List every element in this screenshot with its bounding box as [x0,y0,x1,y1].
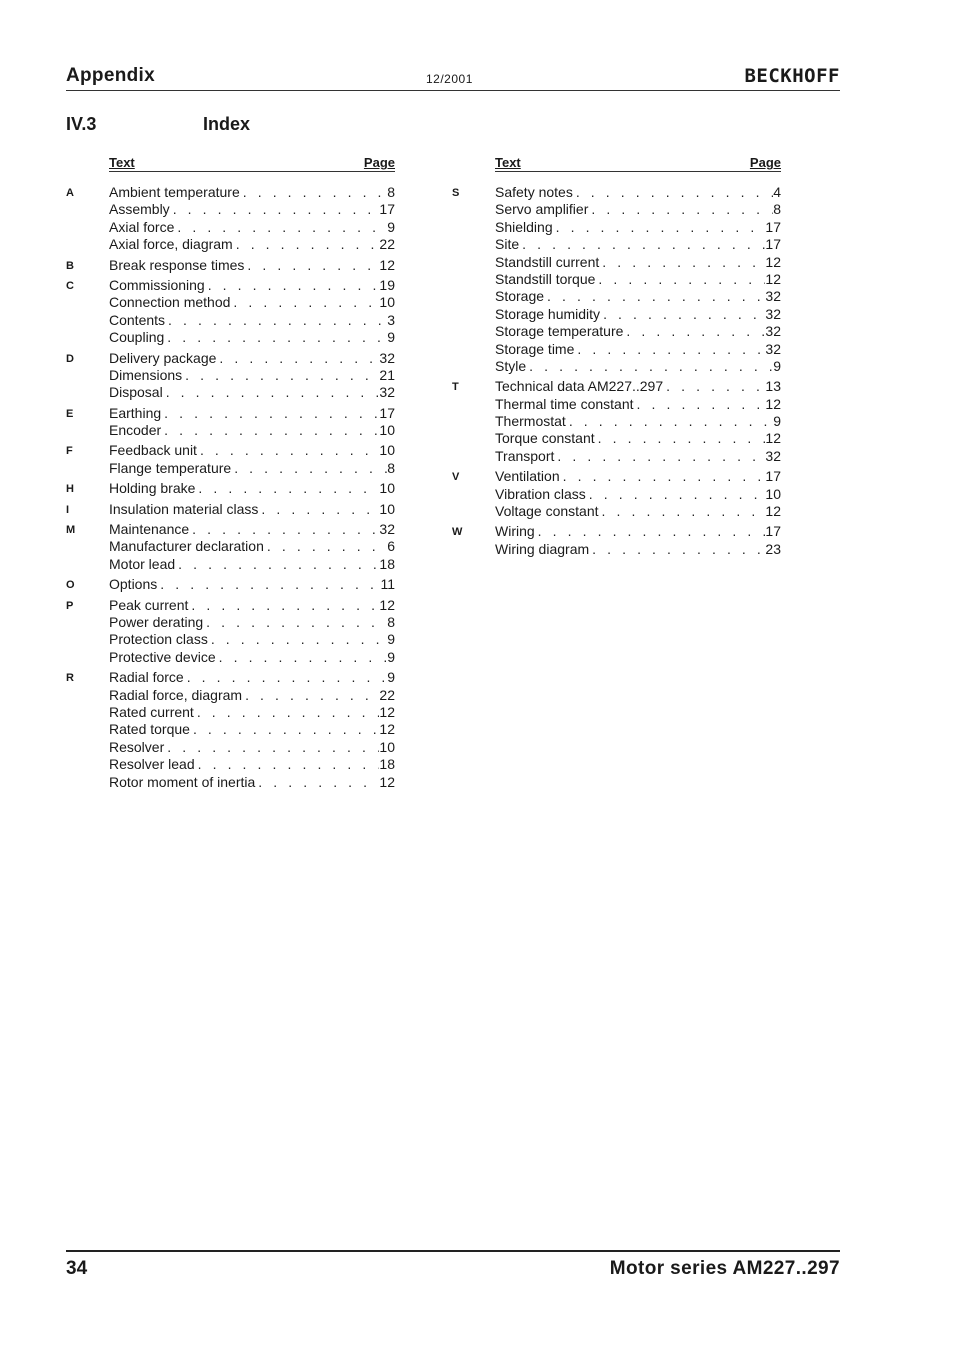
index-entry-text: Earthing [109,404,162,421]
index-entry-page: 3 [387,311,395,328]
dot-leader [566,413,773,430]
index-entry-page: 32 [379,349,395,366]
index-group [66,521,396,573]
brand-logo: BECKHOFF [744,65,840,87]
index-entry-page: 10 [765,485,781,502]
index-entry [109,538,395,555]
index-groups-left [66,184,396,791]
index-letter: F [66,445,73,458]
index-entry [495,219,781,236]
index-entry-page: 10 [379,500,395,517]
index-entry-page: 8 [387,613,395,630]
index-entry [495,358,781,375]
index-entry-text: Holding brake [109,480,196,497]
index-entry-text: Disposal [109,384,163,401]
index-letter: T [452,381,459,394]
dot-leader [560,468,766,485]
index-entry [109,480,395,497]
index-entry-text: Dimensions [109,366,183,383]
index-entry-text: Technical data AM227..297 [495,378,664,395]
index-group [66,576,396,593]
index-entry-text: Encoder [109,422,162,439]
index-entry-page: 12 [379,773,395,790]
index-group [452,468,782,520]
dot-leader [634,396,766,413]
dot-leader [623,323,765,340]
index-entry-page: 12 [765,395,781,412]
index-entry-text: Safety notes [495,184,573,200]
index-entry-page: 12 [765,430,781,447]
index-letter: C [66,279,74,292]
index-letter: W [452,526,463,539]
dot-leader [189,521,379,538]
index-entry [495,254,781,271]
index-entry-text: Standstill current [495,253,600,270]
dot-leader [216,649,388,666]
index-group [452,523,782,558]
index-group [66,669,396,791]
dot-leader [208,631,387,648]
index-entry-page: 12 [379,256,395,273]
index-entry [109,460,395,477]
index-entry [109,367,395,384]
index-group [66,277,396,347]
index-entry-page: 13 [765,378,781,395]
index-entry-page: 9 [387,218,395,235]
index-entry [495,486,781,503]
index-entry-text: Insulation material class [109,500,259,517]
index-entry [109,721,395,738]
dot-leader [526,358,773,375]
dot-leader [175,556,379,573]
index-entry-page: 18 [379,756,395,773]
index-entry-text: Maintenance [109,521,190,538]
dot-leader [574,341,765,358]
index-entry-page: 23 [765,540,781,557]
column-header-page: Page [363,155,395,170]
index-entry-text: Radial force, diagram [109,686,243,703]
index-entry-text: Motor lead [109,555,176,572]
index-entry-text: Break response times [109,256,245,273]
index-letter: A [66,187,74,199]
index-entry-text: Storage temperature [495,323,624,340]
index-entry-text: Storage [495,288,545,305]
dot-leader [197,442,379,459]
index-entry-text: Shielding [495,218,553,235]
index-entry [109,687,395,704]
index-entry [109,294,395,311]
dot-leader [240,184,387,201]
index-entry-text: Delivery package [109,349,217,366]
index-group [66,597,396,667]
dot-leader [157,576,380,593]
index-entry-page: 9 [387,631,395,648]
index-entry-page: 18 [379,555,395,572]
dot-leader [182,367,379,384]
index-entry [109,704,395,721]
dot-leader [188,597,379,614]
dot-leader [244,257,379,274]
index-entry [495,430,781,447]
index-entry-page: 32 [379,384,395,401]
dot-leader [599,254,765,271]
index-group [66,257,396,274]
index-entry-page: 9 [387,669,395,686]
index-entry-page: 9 [387,648,395,665]
index-entry-text: Standstill torque [495,270,596,287]
index-entry-page: 17 [765,468,781,485]
index-entry [495,306,781,323]
index-entry-page: 12 [379,721,395,738]
dot-leader [242,687,379,704]
dot-leader [195,756,380,773]
dot-leader [535,523,766,540]
index-entry [109,350,395,367]
index-group [66,442,396,477]
index-entry-page: 12 [379,596,395,613]
index-entry [109,756,395,773]
dot-leader [663,378,765,395]
index-entry-page: 8 [387,184,395,200]
index-entry-page: 8 [773,201,781,218]
index-letter: E [66,407,74,420]
index-entry-text: Protection class [109,631,208,648]
dot-leader [194,704,380,721]
dot-leader [164,739,379,756]
index-entry [495,378,781,395]
index-entry [109,669,395,686]
index-entry-text: Manufacturer declaration [109,538,264,555]
index-entry-text: Wiring [495,523,535,540]
column-header-page: Page [749,155,781,170]
dot-leader [264,538,387,555]
dot-leader [554,448,765,465]
index-entry [109,257,395,274]
column-header-text: Text [495,155,521,170]
dot-leader [258,501,379,518]
index-letter: S [452,187,460,199]
index-entry-page: 8 [387,459,395,476]
dot-leader [170,201,380,218]
dot-leader [255,774,379,791]
dot-leader [595,430,766,447]
index-entry-text: Rated torque [109,721,190,738]
index-entry [495,323,781,340]
index-entry-text: Transport [495,447,555,464]
column-header [109,154,395,172]
index-entry [109,442,395,459]
index-entry-text: Site [495,236,520,253]
index-entry-page: 32 [765,323,781,340]
page-footer [66,1250,840,1288]
dot-leader [553,219,766,236]
index-entry-page: 17 [765,218,781,235]
dot-leader [174,219,387,236]
dot-leader [195,480,379,497]
index-entry-page: 22 [379,236,395,253]
index-entry-page: 17 [765,236,781,253]
index-entry-text: Radial force [109,669,184,686]
index-entry-text: Coupling [109,329,165,346]
index-group [66,501,396,518]
index-entry [109,614,395,631]
index-entry-page: 10 [379,294,395,311]
chapter-number: IV.3 [66,114,97,134]
index-entry [495,523,781,540]
index-entry-text: Thermostat [495,413,566,430]
index-letter: B [66,259,74,272]
dot-leader [161,422,379,439]
dot-leader [203,614,387,631]
index-entry [109,277,395,294]
index-entry-page: 32 [379,521,395,538]
index-entry-text: Resolver [109,738,165,755]
index-entry-text: Assembly [109,201,170,218]
column-header-text: Text [109,155,135,170]
index-group [66,350,396,402]
index-entry-page: 21 [379,366,395,383]
footer-title: Motor series AM227..297 [609,1258,840,1279]
index-entry-text: Options [109,576,158,593]
index-entry-page: 10 [379,480,395,497]
dot-leader [205,277,380,294]
index-entry-page: 17 [379,201,395,218]
index-entry [109,219,395,236]
index-entry [495,201,781,218]
index-entry-page: 19 [379,276,395,293]
index-entry [495,236,781,253]
index-entry [109,422,395,439]
index-entry-page: 12 [765,270,781,287]
index-entry-text: Power derating [109,613,204,630]
index-entry-page: 22 [379,686,395,703]
index-entry-text: Storage humidity [495,305,601,322]
index-letter: P [66,599,74,612]
index-entry [109,501,395,518]
index-entry-page: 32 [765,288,781,305]
index-entry-page: 11 [380,576,395,593]
page-header [66,62,840,91]
index-entry-text: Style [495,357,527,374]
index-entry [109,329,395,346]
index-entry-text: Contents [109,311,166,328]
index-entry-page: 17 [379,404,395,421]
index-entry [109,312,395,329]
index-entry-text: Storage time [495,340,575,357]
index-entry-page: 10 [379,422,395,439]
index-letter: O [66,579,75,592]
dot-leader [544,288,765,305]
dot-leader [595,271,765,288]
dot-leader [573,184,773,201]
dot-leader [599,503,766,520]
index-entry [495,503,781,520]
dot-leader [588,201,773,218]
index-entry-text: Rated current [109,703,194,720]
index-entry [109,649,395,666]
index-entry [495,541,781,558]
index-entry [495,413,781,430]
index-group [66,184,396,254]
index-groups-right [452,184,782,558]
index-letter: H [66,483,74,496]
index-entry [109,201,395,218]
index-entry-text: Commissioning [109,276,205,293]
dot-leader [230,294,379,311]
index-entry-page: 12 [379,703,395,720]
index-entry [495,288,781,305]
column-header [495,154,781,172]
dot-leader [600,306,765,323]
index-entry [495,341,781,358]
dot-leader [589,541,765,558]
index-entry [495,396,781,413]
index-group [66,405,396,440]
index-letter: R [66,672,74,685]
index-column-left [66,154,396,794]
index-entry-text: Peak current [109,596,189,613]
index-entry-text: Connection method [109,294,231,311]
index-entry [495,468,781,485]
footer-page-number: 34 [66,1258,88,1279]
index-entry-page: 9 [773,357,781,374]
index-entry-text: Ambient temperature [109,184,240,200]
index-entry [109,774,395,791]
index-entry [109,597,395,614]
index-group [452,184,782,375]
index-entry-text: Axial force, diagram [109,236,233,253]
index-group [452,378,782,465]
index-letter: D [66,352,74,365]
index-group [66,480,396,497]
index-entry-page: 32 [765,340,781,357]
index-entry-text: Protective device [109,648,216,665]
index-letter: M [66,524,76,537]
index-letter: I [66,503,70,516]
index-entry-text: Ventilation [495,468,560,485]
index-entry-text: Rotor moment of inertia [109,773,256,790]
index-entry-page: 10 [379,442,395,459]
index-entry [109,384,395,401]
dot-leader [161,405,379,422]
header-date: 12/2001 [426,72,473,86]
index-entry-page: 10 [379,738,395,755]
index-entry-page: 32 [765,305,781,322]
index-entry [495,448,781,465]
index-entry [109,576,395,593]
index-entry [495,184,781,201]
index-entry-page: 17 [765,523,781,540]
dot-leader [190,721,379,738]
index-entry-page: 6 [387,538,395,555]
index-entry-page: 4 [773,184,781,200]
index-entry-text: Voltage constant [495,503,599,520]
index-entry-text: Flange temperature [109,459,232,476]
index-entry-text: Resolver lead [109,756,195,773]
index-entry-text: Thermal time constant [495,395,634,412]
dot-leader [165,312,387,329]
index-entry-text: Feedback unit [109,442,197,459]
index-entry-text: Vibration class [495,485,586,502]
dot-leader [164,329,387,346]
index-entry-page: 32 [765,447,781,464]
dot-leader [231,460,387,477]
index-entry-text: Torque constant [495,430,595,447]
index-entry [109,405,395,422]
index-entry [109,236,395,253]
dot-leader [586,486,766,503]
dot-leader [163,384,380,401]
index-entry [109,739,395,756]
index-entry-text: Wiring diagram [495,540,590,557]
index-entry-page: 9 [773,413,781,430]
dot-leader [519,236,765,253]
index-entry [109,184,395,201]
index-entry [109,556,395,573]
index-entry-page: 12 [765,503,781,520]
index-entry-text: Axial force [109,218,175,235]
index-entry-page: 12 [765,253,781,270]
index-entry [495,271,781,288]
index-entry-page: 9 [387,329,395,346]
header-section-title: Appendix [66,65,155,86]
index-entry [109,521,395,538]
index-letter: V [452,471,460,484]
index-column-right [452,154,782,561]
index-entry [109,631,395,648]
index-entry-text: Servo amplifier [495,201,589,218]
dot-leader [233,236,380,253]
dot-leader [184,669,388,686]
chapter-title: Index [203,114,251,134]
dot-leader [216,350,379,367]
